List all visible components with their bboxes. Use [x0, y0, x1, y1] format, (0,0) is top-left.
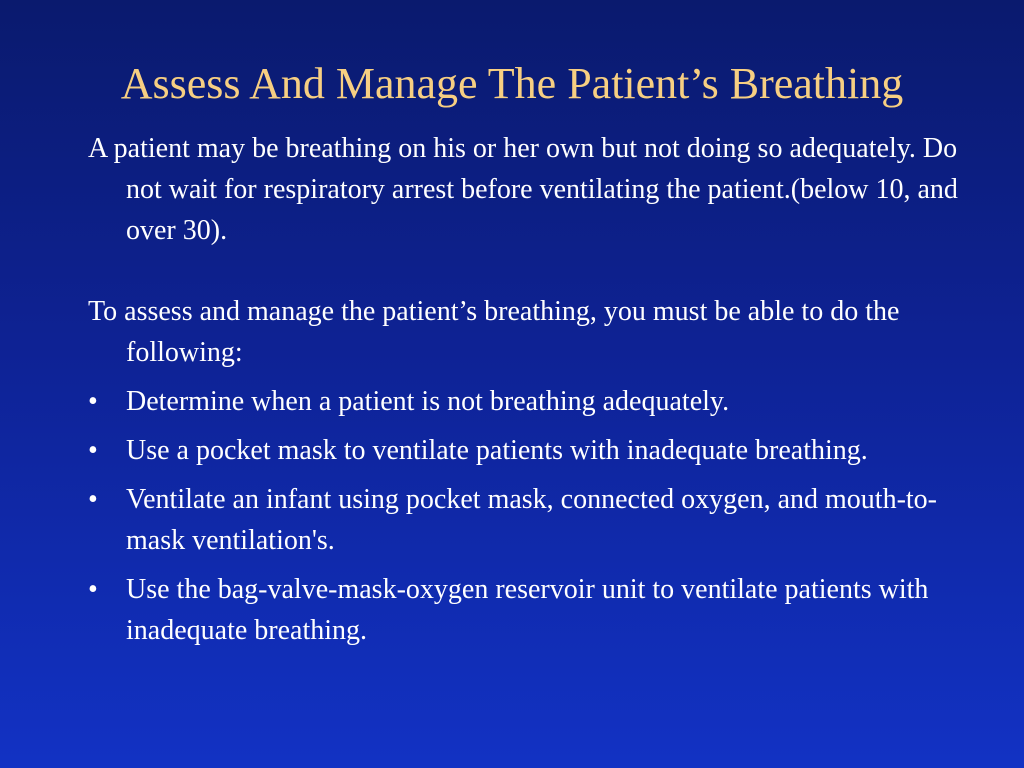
- bullet-text: Determine when a patient is not breathing adequately.: [126, 386, 730, 417]
- bullet-dot-icon: •: [88, 484, 98, 515]
- bullet-text: Use a pocket mask to ventilate patients with inadequate breathing.: [126, 435, 868, 466]
- bullet-dot-icon: •: [88, 386, 98, 417]
- bullet-item: [88, 479, 968, 561]
- bullet-item: [88, 569, 968, 651]
- bullet-dot-icon: •: [88, 435, 98, 466]
- intro-paragraph: A patient may be breathing on his or her own but not doing so adequately. Do not wait for respiratory arrest before ventilating the patient.(below 10, and over 30).: [88, 133, 958, 246]
- slide-title: Assess And Manage The Patient’s Breathing: [120, 59, 904, 108]
- bullet-dot-icon: •: [88, 574, 98, 605]
- slide-body: [88, 128, 968, 651]
- instructions-paragraph: To assess and manage the patient’s breathing, you must be able to do the following:: [88, 296, 900, 368]
- bullet-item: [88, 381, 968, 422]
- bullet-text: Ventilate an infant using pocket mask, connected oxygen, and mouth-to-mask ventilation's.: [126, 484, 938, 556]
- bullet-list: [88, 381, 968, 651]
- bullet-item: [88, 430, 968, 471]
- bullet-text: Use the bag-valve-mask-oxygen reservoir unit to ventilate patients with inadequate breathing.: [126, 574, 929, 646]
